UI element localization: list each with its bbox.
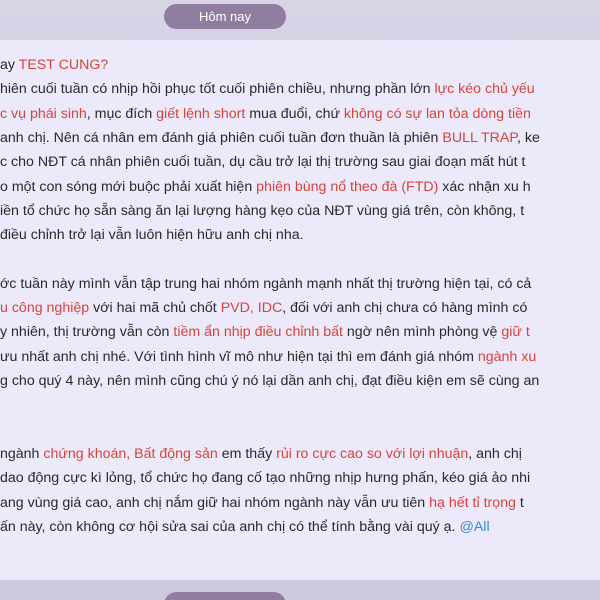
highlight-text: BULL TRAP xyxy=(442,129,518,146)
text-fragment: , ke xyxy=(517,129,540,146)
text-fragment: với hai mã chủ chốt xyxy=(89,300,221,316)
text-fragment: c cho NĐT cá nhân phiên cuối tuần, dụ cầu trở lại thị trường sau giai đoạn mất hút t xyxy=(0,154,526,171)
message-line xyxy=(0,491,524,515)
text-fragment: ngành xyxy=(0,446,44,462)
message-line xyxy=(0,223,304,247)
highlight-text: rủi ro cực cao so với lợi nhuận xyxy=(276,446,469,462)
text-fragment: điều chỉnh trở lại vẫn luôn hiện hữu anh chị nha. xyxy=(0,227,304,244)
text-fragment: dao động cực kì lỏng, tổ chức họ đang cố tạo những nhịp hưng phấn, kéo giá ảo nhi xyxy=(0,470,531,487)
highlight-text: c vụ phái sinh xyxy=(0,105,87,122)
message-line xyxy=(0,320,530,344)
highlight-text: giết lệnh short xyxy=(156,105,246,122)
text-fragment: , mục đích xyxy=(86,105,157,122)
text-fragment: iền tổ chức họ sẵn sàng ăn lại lượng hàng kẹo của NĐT vùng giá trên, còn không, t xyxy=(0,202,525,219)
text-fragment: mua đuổi, chứ xyxy=(245,105,344,122)
text-fragment: t xyxy=(515,494,524,511)
text-fragment: ang vùng giá cao, anh chị nắm giữ hai nhóm ngành này vẫn ưu tiên xyxy=(0,494,430,511)
date-separator-next xyxy=(164,592,286,600)
message-line xyxy=(0,199,524,223)
text-fragment: ưu nhất anh chị nhé. Với tình hình vĩ mô như hiện tại thì em đánh giá nhóm xyxy=(0,348,478,365)
text-fragment: ấn này, còn không cơ hội sửa sai của anh chị có thể tính bằng vài quý ạ. xyxy=(0,518,460,535)
highlight-text: lực kéo chủ yếu xyxy=(434,81,535,98)
highlight-text: giữ t xyxy=(501,324,530,341)
text-fragment: ngờ nên mình phòng vệ xyxy=(342,324,502,341)
text-fragment: ay xyxy=(0,57,19,73)
date-separator: Hôm nay xyxy=(164,4,286,29)
text-fragment: anh chị. Nên cá nhân em đánh giá phiên cuối tuần đơn thuần là phiên xyxy=(0,129,443,146)
highlight-text: TEST CUNG? xyxy=(18,57,109,73)
message-line xyxy=(0,296,527,320)
text-fragment: g cho quý 4 này, nên mình cũng chú ý nó lại dần anh chị, đạt điều kiện em sẽ cùng an xyxy=(0,372,540,389)
message-line xyxy=(0,442,522,466)
message-line xyxy=(0,369,539,393)
highlight-text: hạ hết tỉ trọng xyxy=(429,494,516,511)
highlight-text: ngành xu xyxy=(477,348,537,365)
message-line xyxy=(0,466,530,490)
text-fragment: y nhiên, thị trường vẫn còn xyxy=(0,324,174,341)
message-line xyxy=(0,126,540,150)
highlight-text: tiềm ẩn nhịp điều chỉnh bất xyxy=(173,324,343,341)
text-fragment: em thấy xyxy=(217,446,277,462)
highlight-text: PVD, IDC xyxy=(220,300,283,316)
text-fragment: ớc tuần này mình vẫn tập trung hai nhóm ngành mạnh nhất thị trường hiện tại, có cả xyxy=(0,275,532,292)
text-fragment: o một con sóng mới buộc phải xuất hiện xyxy=(0,178,257,195)
highlight-text: phiên bùng nổ theo đà (FTD) xyxy=(256,178,439,195)
message-line xyxy=(0,345,536,369)
mention-all-link[interactable]: @All xyxy=(459,518,490,535)
message-line xyxy=(0,53,108,77)
message-line xyxy=(0,150,526,174)
message-line xyxy=(0,272,531,296)
text-fragment: hiên cuối tuần có nhịp hồi phục tốt cuối phiên chiều, nhưng phần lớn xyxy=(0,81,435,98)
highlight-text: chứng khoán, Bất động sản xyxy=(43,446,218,462)
text-fragment: , anh chị xyxy=(468,446,522,462)
message-line xyxy=(0,102,531,126)
message-line xyxy=(0,175,531,199)
text-fragment: xác nhận xu h xyxy=(438,178,531,195)
message-line xyxy=(0,515,490,539)
highlight-text: u công nghiệp xyxy=(0,300,90,316)
text-fragment: , đối với anh chị chưa có hàng mình có xyxy=(282,300,528,316)
highlight-text: không có sự lan tỏa dòng tiền xyxy=(343,105,531,122)
message-line xyxy=(0,77,535,101)
